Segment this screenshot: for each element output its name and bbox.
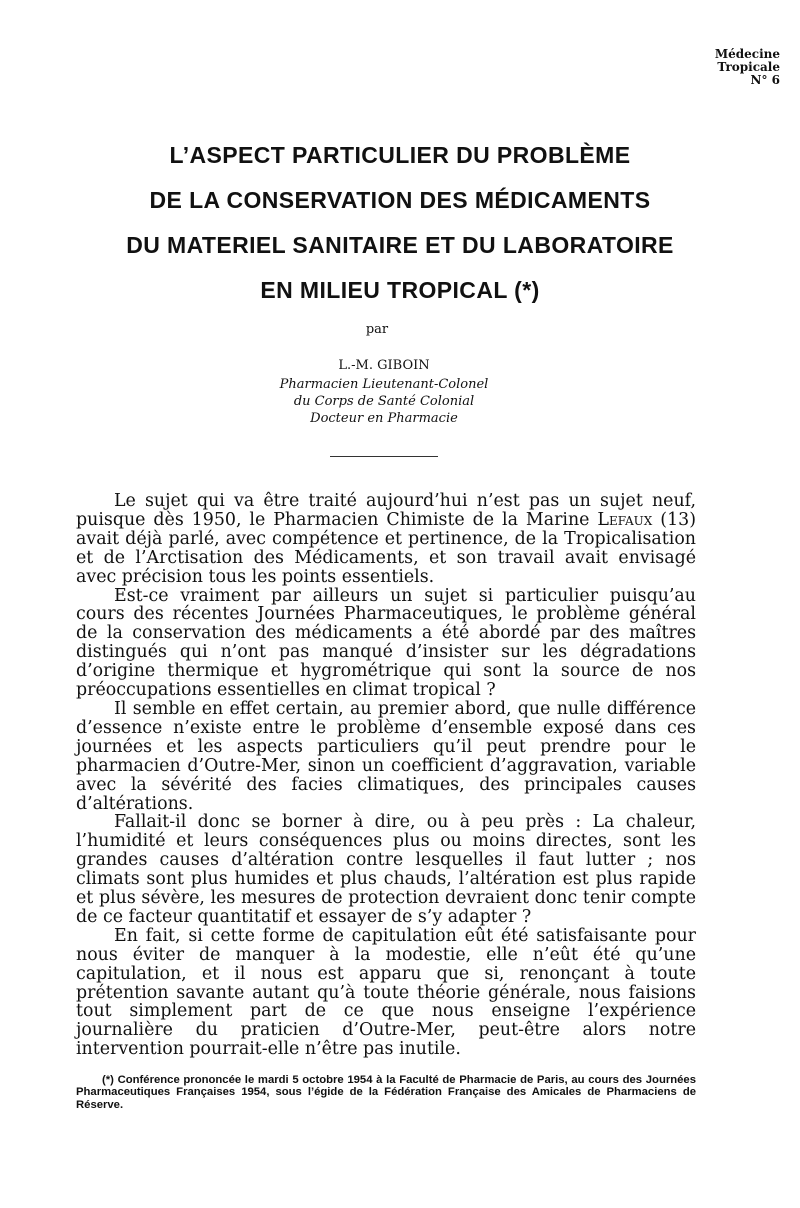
author-block [0, 357, 768, 427]
paragraph-1-end: (13) avait déjà parlé, avec compétence et pertinence, de la Tropicalisation et de l’Arctisation des Médicaments, et son travail avait envisagé avec précision tous les points essentiels. [76, 509, 696, 587]
article-body [76, 492, 696, 1059]
journal-name-line-2: Tropicale [717, 60, 780, 74]
paragraph-1 [76, 492, 696, 587]
title-line-1: L’ASPECT PARTICULIER DU PROBLÈME [169, 142, 631, 168]
affiliation-line-2: du Corps de Santé Colonial [293, 394, 475, 409]
footnote [76, 1074, 696, 1111]
author-name: L.-M. GIBOIN [338, 358, 430, 373]
byline-par: par [365, 322, 389, 337]
paragraph-1-start: Le sujet qui va être traité aujourd’hui n’est pas un sujet neuf, puisque dès 1950, le Pharmacien Chimiste de la Marine [76, 491, 696, 530]
paragraph-4: Fallait-il donc se borner à dire, ou à peu près : La chaleur, l’humidité et leurs conséquences plus ou moins directes, sont les grandes causes d’altération contre lesquelles il faut lutter ; nos climats sont plus humides et plus chauds, l’altération est plus rapide et plus sévère, les mesures de protection devraient donc tenir compte de ce facteur quantitatif et essayer de s’y adapter ? [76, 812, 696, 927]
issue-number: N° 6 [750, 73, 780, 87]
paragraph-5: En fait, si cette forme de capitulation eût été satisfaisante pour nous éviter de manquer à la modestie, elle n’eût été qu’une capitulation, et il nous est apparu que si, renonçant à toute prétention savante autant qu’à toute théorie générale, nous faisions tout simplement part de ce que nous enseigne l’expérience journalière du praticien d’Outre-Mer, peut-être alors notre intervention pourrait-elle n’être pas inutile. [76, 925, 696, 1060]
title-line-4: EN MILIEU TROPICAL (*) [260, 277, 540, 303]
affiliation-line-1: Pharmacien Lieutenant-Colonel [279, 377, 489, 392]
footnote-text: (*) Conférence prononcée le mardi 5 octobre 1954 à la Faculté de Pharmacie de Paris, au cours des Journées Pharmaceutiques Françaises 1954, sous l’égide de la Fédération Française des Amicales de Pharmaciens de Réserve. [76, 1074, 696, 1111]
affiliation-line-3: Docteur en Pharmacie [310, 411, 458, 426]
title-line-3: DU MATERIEL SANITAIRE ET DU LABORATOIRE [126, 232, 674, 258]
separator-rule [330, 456, 438, 457]
journal-header [660, 48, 780, 87]
article-title [0, 138, 800, 318]
paragraph-3: Il semble en effet certain, au premier abord, que nulle différence d’essence n’existe entre le problème d’ensemble exposé dans ces journées et les aspects particuliers qu’il peut prendre pour le pharmacien d’Outre-Mer, sinon un coefficient d’aggravation, variable avec la sévérité des facies climatiques, des principales causes d’altérations. [76, 698, 696, 814]
title-line-2: DE LA CONSERVATION DES MÉDICAMENTS [149, 187, 651, 213]
cited-author: Lefaux [597, 509, 653, 530]
journal-name-line-1: Médecine [714, 47, 780, 61]
paragraph-2: Est-ce vraiment par ailleurs un sujet si particulier puisqu’au cours des récentes Journées Pharmaceutiques, le problème général de la conservation des médicaments a été abordé par des maîtres distingués qui n’ont pas manqué d’insister sur les dégradations d’origine thermique et hygrométrique qui sont la source de nos préoccupations essentielles en climat tropical ? [76, 585, 696, 701]
